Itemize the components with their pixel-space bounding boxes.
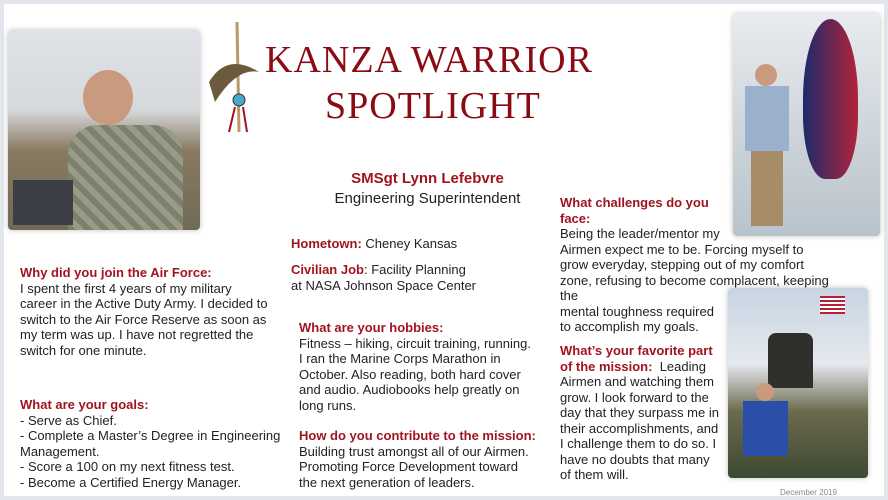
civilian-job-value-2: at NASA Johnson Space Center — [291, 277, 477, 293]
hometown — [291, 236, 457, 252]
contribute-heading: How do you contribute to the mission: — [299, 428, 536, 443]
office-photo — [8, 30, 200, 230]
challenges-body-3: mental toughness required to accomplish my goals. — [560, 303, 714, 334]
civilian-job-value-1: : Facility Planning — [363, 262, 466, 277]
marathon-photo — [728, 288, 868, 478]
profile-position: Engineering Superintendent — [334, 190, 521, 207]
why-join-heading: Why did you join the Air Force: — [20, 265, 212, 280]
footer-date: December 2019 — [780, 488, 837, 497]
profile-name: SMSgt Lynn Lefebvre — [351, 170, 504, 187]
favorite-body: Leading Airmen and watching them grow. I look forward to the day that they surpass me in their accomplishments, and I challenge them to do so. I have no doubts that many of them will. — [560, 358, 719, 482]
hobbies-section — [299, 320, 534, 413]
goals-heading: What are your goals: — [20, 397, 149, 412]
civilian-job — [291, 262, 491, 293]
goals-section — [20, 397, 290, 490]
civilian-job-label: Civilian Job — [291, 262, 364, 277]
why-join-body: I spent the first 4 years of my military career in the Active Duty Army. I decided to switch to the Air Force Reserve as soon as my term was up. I have not regretted the switch for one minute. — [20, 280, 268, 358]
feather-logo-icon — [207, 22, 262, 137]
challenges-body-1: Being the leader/mentor my — [560, 226, 720, 241]
title-line-1: KANZA WARRIOR — [265, 39, 593, 81]
contribute-section — [299, 428, 539, 490]
challenges-heading: What challenges do you face: — [560, 195, 709, 226]
why-join-section — [20, 265, 270, 358]
hometown-label: Hometown: — [291, 236, 362, 251]
goal-item: - Serve as Chief. — [20, 412, 117, 428]
hobbies-heading: What are your hobbies: — [299, 320, 444, 335]
favorite-heading: What’s your favorite part of the mission: — [560, 343, 713, 374]
hometown-value: Cheney Kansas — [365, 236, 458, 251]
challenges-body-2: Airmen expect me to be. Forcing myself to grow everyday, stepping out of my comfort zone, refusing to become complacent, keeping the — [560, 241, 829, 303]
goal-item: - Score a 100 on my next fitness test. — [20, 459, 235, 474]
hobbies-body: Fitness – hiking, circuit training, running. I ran the Marine Corps Marathon in October. Also reading, both hard cover and audio. Audiobooks help greatly on long runs. — [299, 335, 531, 413]
goal-item: - Complete a Master’s Degree in Engineering Management. — [20, 428, 281, 459]
contribute-body: Building trust amongst all of our Airmen. Promoting Force Development toward the next generation of leaders. — [299, 443, 529, 490]
goal-item: - Become a Certified Energy Manager. — [20, 474, 242, 490]
title-line-2: SPOTLIGHT — [325, 85, 541, 127]
favorite-section — [560, 343, 720, 483]
flag-icon — [820, 296, 845, 314]
